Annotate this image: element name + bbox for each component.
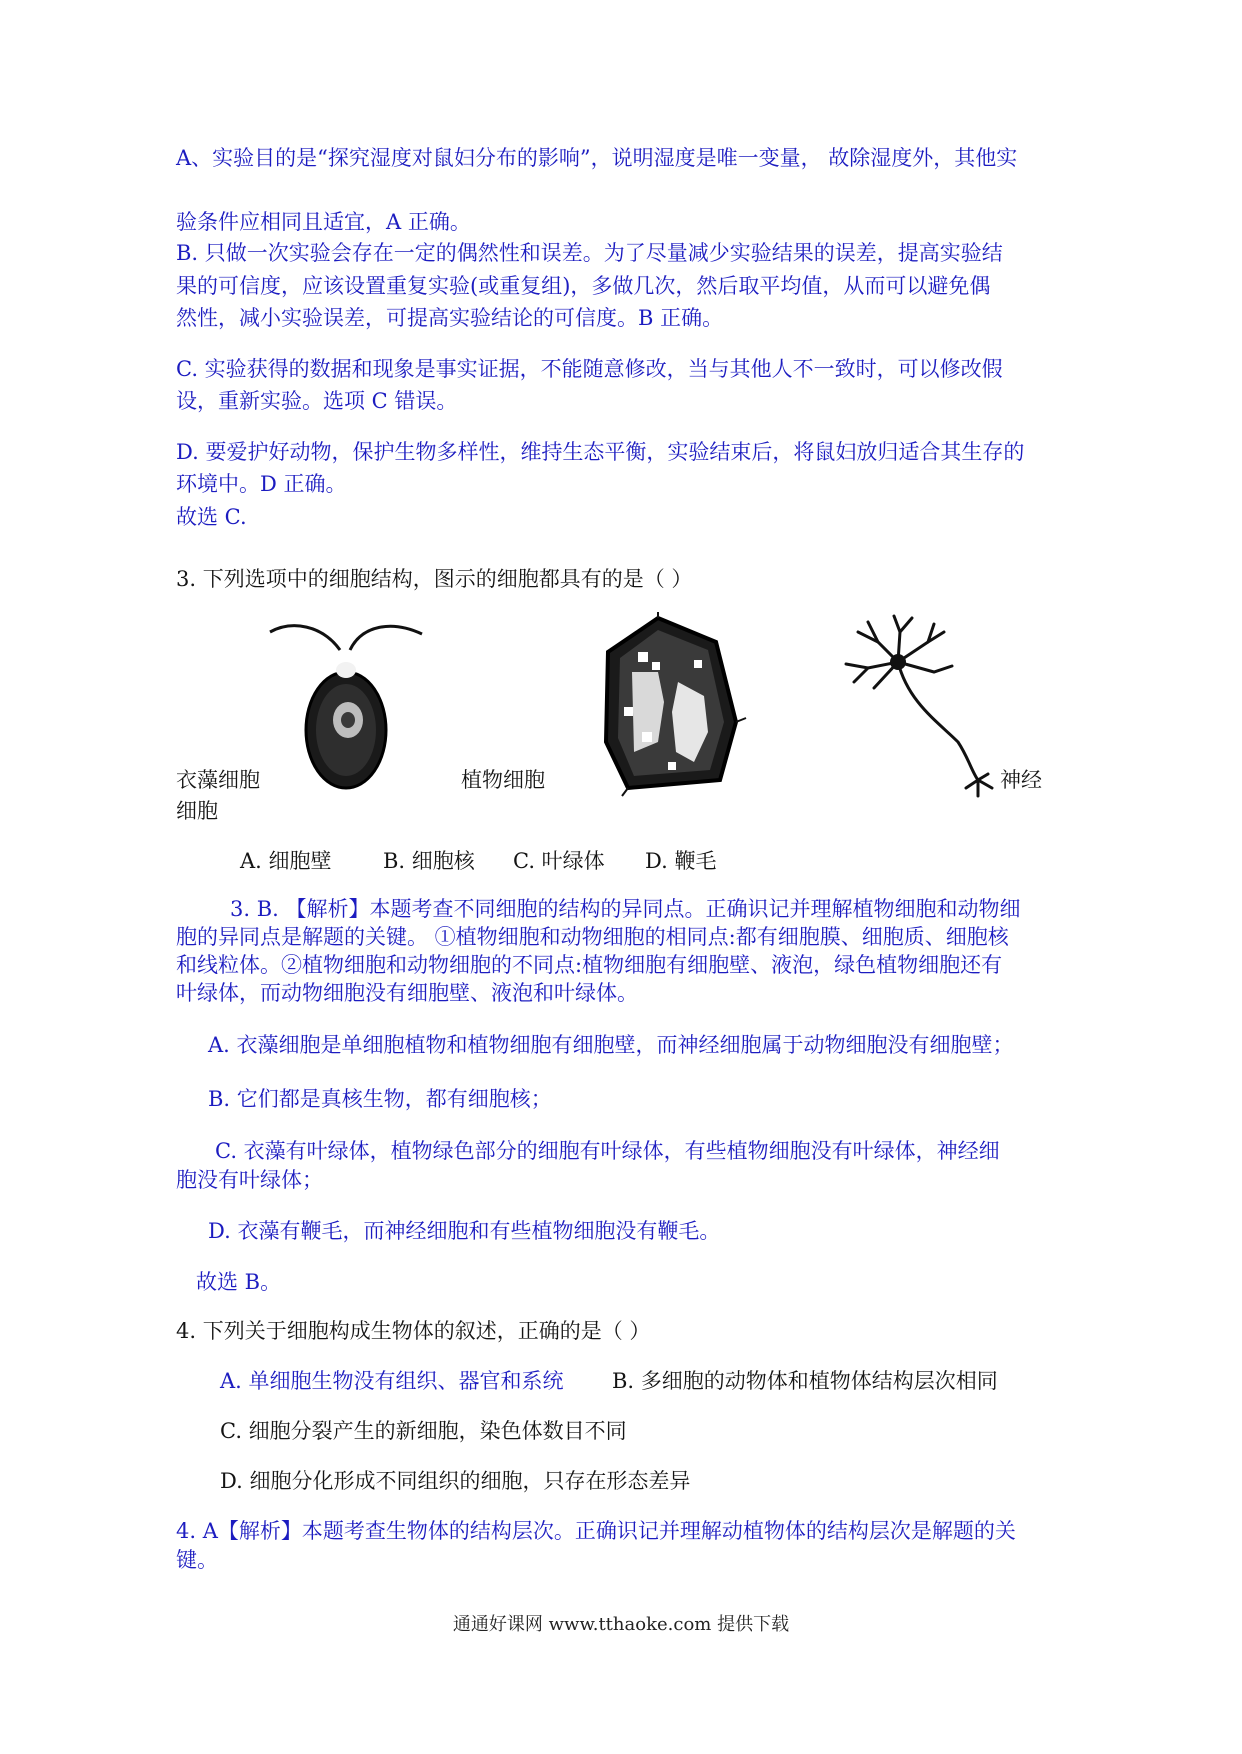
plant-cell-illustration xyxy=(598,612,748,797)
q2-option-c-line1: C. 实验获得的数据和现象是事实证据，不能随意修改，当与其他人不一致时，可以修改假 xyxy=(176,357,1003,381)
q2-option-a-line1: A、实验目的是“探究湿度对鼠妇分布的影响”，说明湿度是唯一变量， 故除湿度外，其他实 xyxy=(176,146,1018,170)
q4-analysis-line1: 4. A【解析】本题考查生物体的结构层次。正确识记并理解动植物体的结构层次是解题的关 xyxy=(176,1519,1016,1543)
label-chlamydomonas: 衣藻细胞 xyxy=(176,768,260,792)
q3-option-b: B. 细胞核 xyxy=(383,849,475,873)
q2-answer: 故选 C. xyxy=(176,505,247,529)
page-footer: 通通好课网 www.tthaoke.com 提供下载 xyxy=(452,1614,790,1635)
label-neuron: 神经 xyxy=(1000,768,1042,792)
q4-option-c: C. 细胞分裂产生的新细胞，染色体数目不同 xyxy=(220,1419,627,1443)
q3-question: 3. 下列选项中的细胞结构，图示的细胞都具有的是（ ） xyxy=(176,567,693,591)
q3-analysis-line2: 胞的异同点是解题的关键。 ①植物细胞和动物细胞的相同点:都有细胞膜、细胞质、细胞核 xyxy=(176,925,1009,949)
chlamydomonas-illustration xyxy=(262,620,432,790)
q4-analysis-line2: 键。 xyxy=(176,1548,218,1572)
q4-option-d: D. 细胞分化形成不同组织的细胞，只存在形态差异 xyxy=(220,1469,691,1493)
label-neuron-continued: 细胞 xyxy=(176,799,218,823)
q4-option-b: B. 多细胞的动物体和植物体结构层次相同 xyxy=(612,1369,998,1393)
q3-analysis-d: D. 衣藻有鞭毛，而神经细胞和有些植物细胞没有鞭毛。 xyxy=(208,1219,721,1243)
q3-analysis-b: B. 它们都是真核生物，都有细胞核； xyxy=(208,1087,552,1111)
q3-option-d: D. 鞭毛 xyxy=(645,849,717,873)
q2-option-b-line3: 然性，减小实验误差，可提高实验结论的可信度。B 正确。 xyxy=(176,306,724,330)
q3-analysis-line3: 和线粒体。②植物细胞和动物细胞的不同点:植物细胞有细胞壁、液泡，绿色植物细胞还有 xyxy=(176,953,1003,977)
q4-option-a: A. 单细胞生物没有组织、器官和系统 xyxy=(220,1369,564,1393)
q3-analysis-a: A. 衣藻细胞是单细胞植物和植物细胞有细胞壁，而神经细胞属于动物细胞没有细胞壁； xyxy=(208,1033,1014,1057)
q3-option-c: C. 叶绿体 xyxy=(513,849,605,873)
q4-question: 4. 下列关于细胞构成生物体的叙述，正确的是（ ） xyxy=(176,1319,651,1343)
q3-analysis-line1: 3. B. 【解析】本题考查不同细胞的结构的异同点。正确识记并理解植物细胞和动物细 xyxy=(230,897,1021,921)
neuron-illustration xyxy=(838,612,1016,802)
q2-option-d-line1: D. 要爱护好动物，保护生物多样性，维持生态平衡，实验结束后，将鼠妇放归适合其生存的 xyxy=(176,440,1025,464)
q2-option-c-line2: 设，重新实验。选项 C 错误。 xyxy=(176,389,458,413)
label-plant-cell: 植物细胞 xyxy=(461,768,545,792)
q2-option-b-line2: 果的可信度，应该设置重复实验(或重复组)，多做几次，然后取平均值，从而可以避免偶 xyxy=(176,274,991,298)
q3-answer: 故选 B。 xyxy=(196,1270,282,1294)
q3-analysis-c-line2: 胞没有叶绿体； xyxy=(176,1168,323,1192)
q2-option-a-line2: 验条件应相同且适宜，A 正确。 xyxy=(176,210,471,234)
q3-analysis-line4: 叶绿体，而动物细胞没有细胞壁、液泡和叶绿体。 xyxy=(176,981,638,1005)
q3-option-a: A. 细胞壁 xyxy=(240,849,332,873)
q3-analysis-c-line1: C. 衣藻有叶绿体，植物绿色部分的细胞有叶绿体，有些植物细胞没有叶绿体，神经细 xyxy=(215,1139,1000,1163)
q2-option-b-line1: B. 只做一次实验会存在一定的偶然性和误差。为了尽量减少实验结果的误差，提高实验结 xyxy=(176,241,1003,265)
q2-option-d-line2: 环境中。D 正确。 xyxy=(176,472,347,496)
